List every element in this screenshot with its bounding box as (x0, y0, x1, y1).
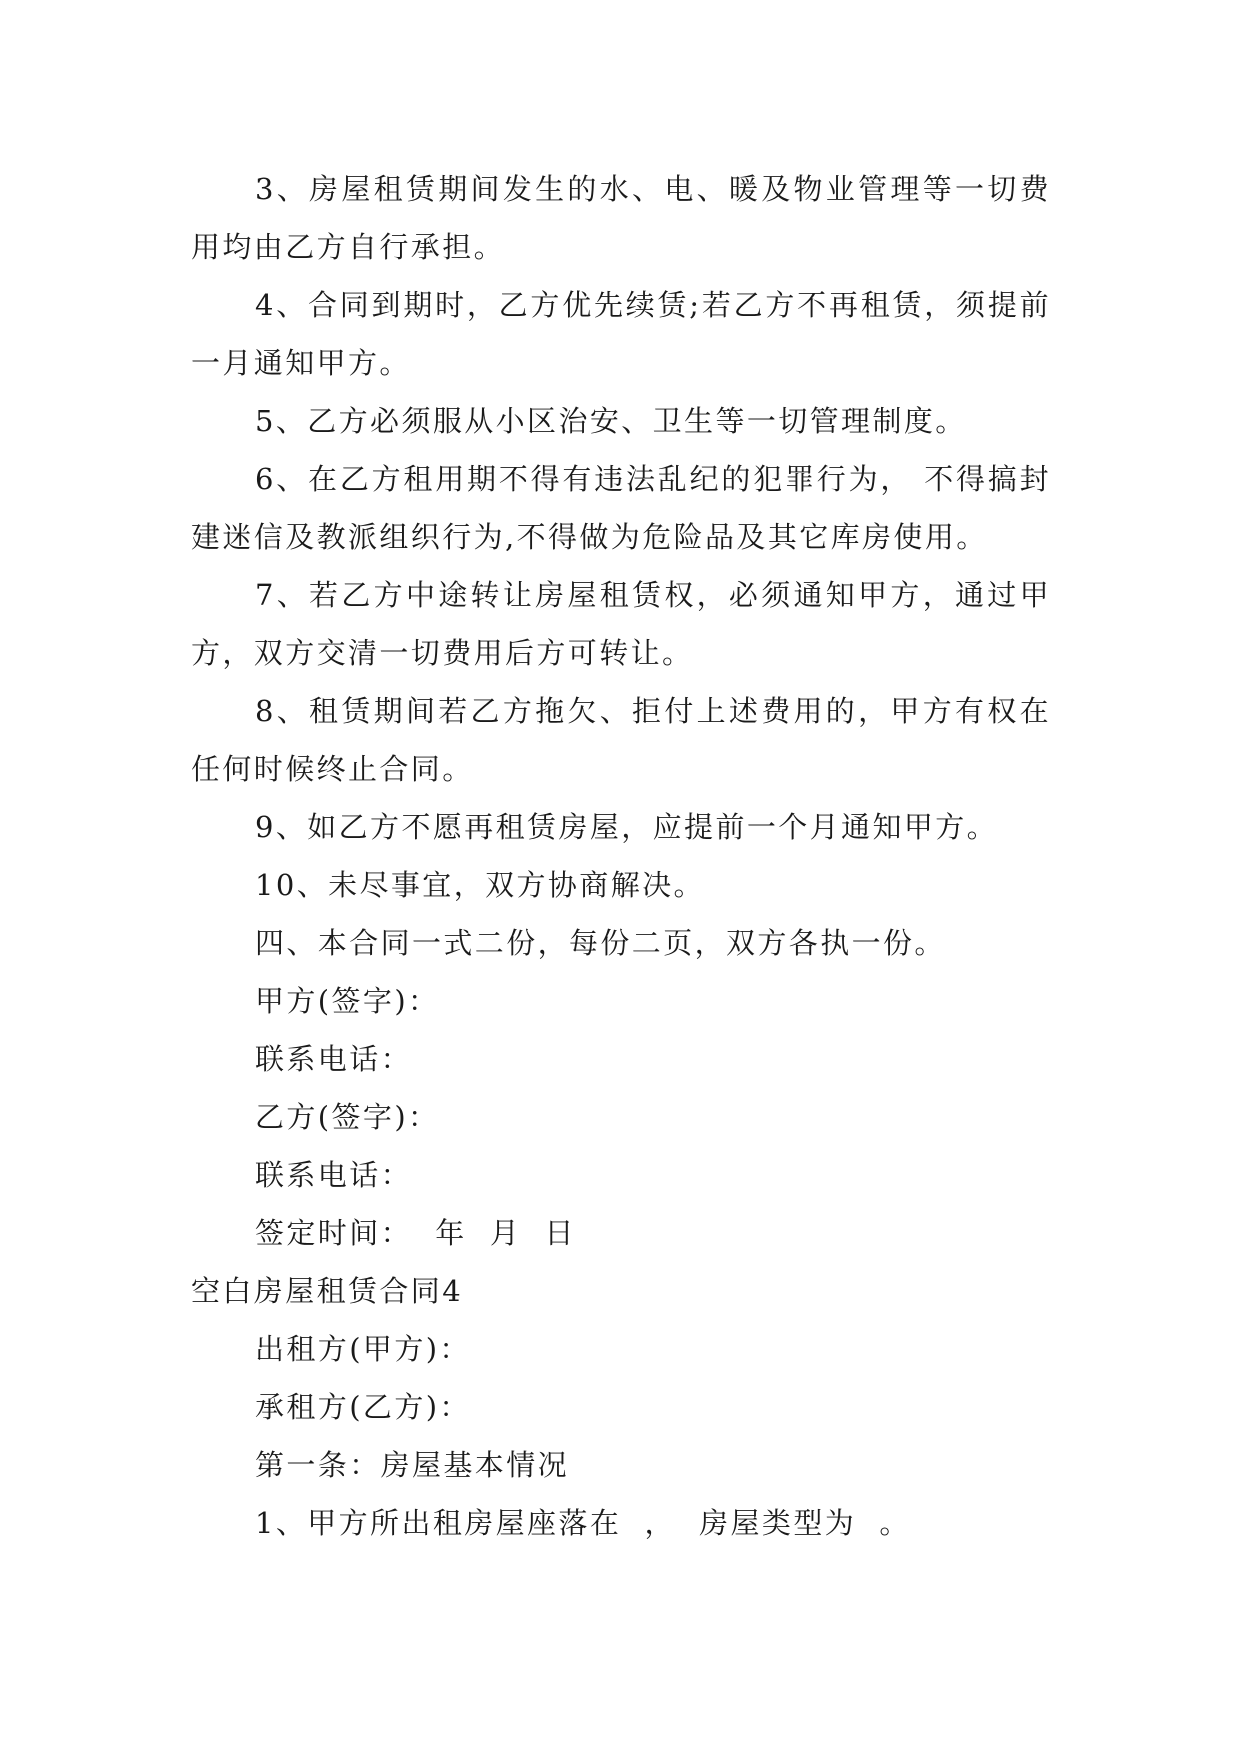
article-1-item-1: 1、甲方所出租房屋座落在 ， 房屋类型为 。 (255, 1506, 911, 1540)
lessor-line: 出租方(甲方)： (255, 1332, 471, 1366)
party-b-signature-line: 乙方(签字)： (255, 1100, 440, 1134)
party-a-phone-line: 联系电话： (255, 1042, 413, 1076)
clause-7-transfer: 7、若乙方中途转让房屋租赁权，必须通知甲方，通过甲方，双方交清一切费用后方可转让。 (191, 578, 1051, 670)
lessee-line: 承租方(乙方)： (255, 1390, 471, 1424)
clause-8-termination: 8、租赁期间若乙方拖欠、拒付上述费用的，甲方有权在任何时候终止合同。 (191, 694, 1051, 786)
article-1-heading: 第一条：房屋基本情况 (255, 1448, 570, 1482)
party-a-signature-line: 甲方(签字)： (255, 984, 440, 1018)
party-b-phone-line: 联系电话： (255, 1158, 413, 1192)
contract-4-title: 空白房屋租赁合同4 (191, 1274, 464, 1308)
document-page (191, 160, 1051, 1552)
clause-6-prohibited-use: 6、在乙方租用期不得有违法乱纪的犯罪行为， 不得搞封建迷信及教派组织行为,不得做为危险品及其它库房使用。 (191, 462, 1051, 554)
clause-3-utilities: 3、房屋租赁期间发生的水、电、暖及物业管理等一切费用均由乙方自行承担。 (191, 172, 1051, 264)
clause-10-other-matters: 10、未尽事宜，双方协商解决。 (255, 868, 705, 902)
clause-9-notice: 9、如乙方不愿再租赁房屋，应提前一个月通知甲方。 (255, 810, 999, 844)
clause-4-renewal: 4、合同到期时，乙方优先续赁;若乙方不再租赁，须提前一月通知甲方。 (191, 288, 1051, 380)
section-4-copies: 四、本合同一式二份，每份二页，双方各执一份。 (255, 926, 946, 960)
clause-5-management: 5、乙方必须服从小区治安、卫生等一切管理制度。 (255, 404, 967, 438)
signing-date-line: 签定时间： 年 月 日 (255, 1216, 576, 1250)
